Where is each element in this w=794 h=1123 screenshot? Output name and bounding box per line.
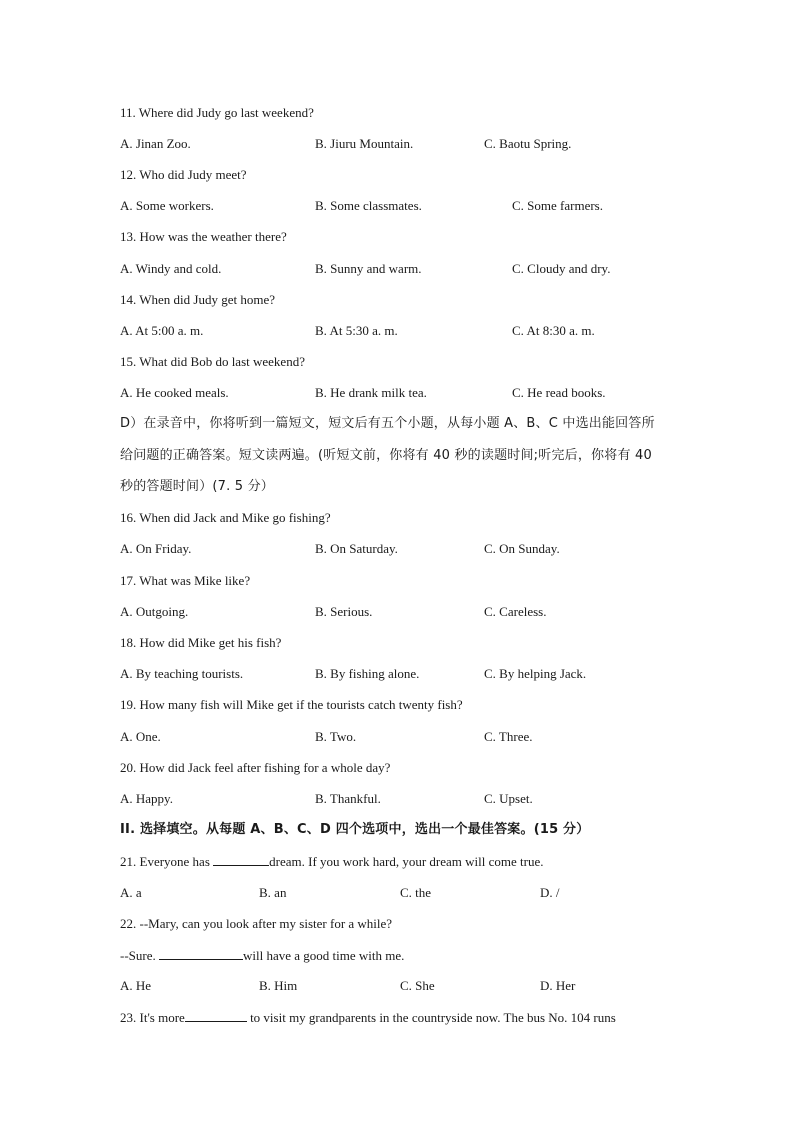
q18-option-c: C. By helping Jack. [484, 666, 587, 681]
question-19: 19. How many fish will Mike get if the tourists catch twenty fish? [120, 697, 463, 712]
section-d-instructions-line-1: D）在录音中，你将听到一篇短文，短文后有五个小题，从每小题 A、B、C 中选出能回答所 [120, 416, 655, 431]
q22-answer-blank [159, 947, 243, 960]
question-22: 22. --Mary, can you look after my sister for a while? [120, 916, 393, 931]
q16-option-a: A. On Friday. [120, 541, 192, 556]
q19-option-c: C. Three. [484, 729, 533, 744]
q22-option-a: A. He [120, 978, 152, 993]
q21-text-before: 21. Everyone has [120, 854, 214, 869]
q22-option-b: B. Him [259, 978, 298, 993]
question-20: 20. How did Jack feel after fishing for a whole day? [120, 760, 391, 775]
q21-option-a: A. a [120, 885, 142, 900]
q16-option-c: C. On Sunday. [484, 541, 560, 556]
q19-option-b: B. Two. [315, 729, 357, 744]
q22-text-before: --Sure. [120, 948, 159, 963]
q21-option-b: B. an [259, 885, 287, 900]
question-22-reply [120, 947, 404, 964]
q11-option-a: A. Jinan Zoo. [120, 136, 191, 151]
q23-text-after: to visit my grandparents in the countryside now. The bus No. 104 runs [246, 1010, 616, 1025]
question-12: 12. Who did Judy meet? [120, 167, 247, 182]
q14-option-c: C. At 8:30 a. m. [512, 323, 595, 338]
q15-option-c: C. He read books. [512, 385, 606, 400]
question-16: 16. When did Jack and Mike go fishing? [120, 510, 331, 525]
q13-option-a: A. Windy and cold. [120, 261, 222, 276]
q22-text-after: will have a good time with me. [243, 948, 405, 963]
q20-option-c: C. Upset. [484, 791, 533, 806]
question-17: 17. What was Mike like? [120, 573, 251, 588]
question-11: 11. Where did Judy go last weekend? [120, 105, 314, 120]
q23-answer-blank [185, 1009, 247, 1022]
q13-option-b: B. Sunny and warm. [315, 261, 422, 276]
question-18: 18. How did Mike get his fish? [120, 635, 282, 650]
q19-option-a: A. One. [120, 729, 161, 744]
q23-text-before: 23. It's more [120, 1010, 185, 1025]
q12-option-c: C. Some farmers. [512, 198, 603, 213]
q13-option-c: C. Cloudy and dry. [512, 261, 611, 276]
q18-option-a: A. By teaching tourists. [120, 666, 244, 681]
q21-text-after: dream. If you work hard, your dream will come true. [269, 854, 544, 869]
q14-option-a: A. At 5:00 a. m. [120, 323, 204, 338]
q21-option-c: C. the [400, 885, 432, 900]
q14-option-b: B. At 5:30 a. m. [315, 323, 398, 338]
q12-option-b: B. Some classmates. [315, 198, 422, 213]
question-13: 13. How was the weather there? [120, 229, 287, 244]
q12-option-a: A. Some workers. [120, 198, 214, 213]
q15-option-a: A. He cooked meals. [120, 385, 229, 400]
question-15: 15. What did Bob do last weekend? [120, 354, 305, 369]
section-d-instructions-line-3: 秒的答题时间）(7. 5 分） [120, 479, 275, 494]
question-21 [120, 853, 544, 870]
question-23 [120, 1009, 616, 1026]
q17-option-a: A. Outgoing. [120, 604, 189, 619]
q21-answer-blank [213, 853, 269, 866]
q17-option-c: C. Careless. [484, 604, 547, 619]
q16-option-b: B. On Saturday. [315, 541, 398, 556]
q15-option-b: B. He drank milk tea. [315, 385, 427, 400]
question-14: 14. When did Judy get home? [120, 292, 276, 307]
section-d-instructions-line-2: 给问题的正确答案。短文读两遍。(听短文前，你将有 40 秒的读题时间;听完后，你将有 40 [120, 448, 652, 463]
q20-option-b: B. Thankful. [315, 791, 381, 806]
q22-option-d: D. Her [540, 978, 576, 993]
q18-option-b: B. By fishing alone. [315, 666, 420, 681]
q22-option-c: C. She [400, 978, 435, 993]
section-ii-heading: II. 选择填空。从每题 A、B、C、D 四个选项中，选出一个最佳答案。(15 分） [120, 822, 590, 837]
q20-option-a: A. Happy. [120, 791, 173, 806]
q17-option-b: B. Serious. [315, 604, 373, 619]
q11-option-b: B. Jiuru Mountain. [315, 136, 414, 151]
q11-option-c: C. Baotu Spring. [484, 136, 572, 151]
q21-option-d: D. / [540, 885, 560, 900]
